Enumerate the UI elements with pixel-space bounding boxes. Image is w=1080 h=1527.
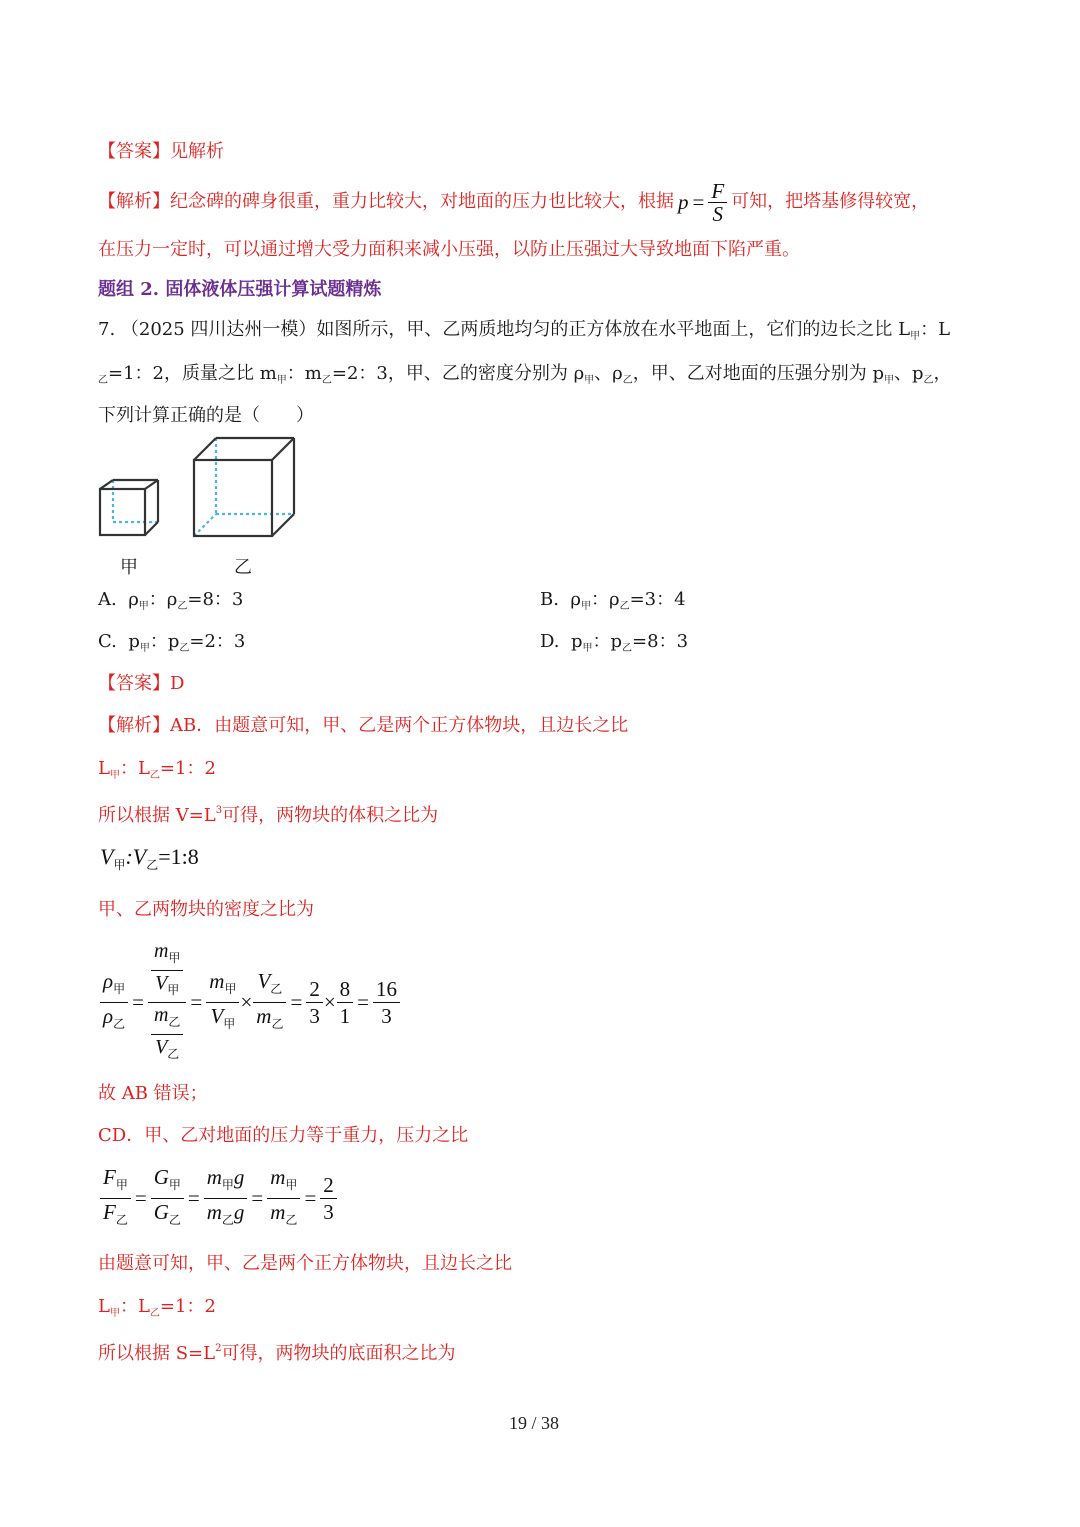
- ff-d: 3: [323, 1199, 334, 1224]
- df-n3: 16: [373, 976, 400, 1003]
- df-rho-frac: [100, 968, 128, 1037]
- answer-label: 【答案】: [98, 673, 170, 694]
- ff-s8: 乙: [285, 1212, 298, 1227]
- q2-sub4: 乙: [622, 375, 633, 386]
- vol-b: 可得，两物块的体积之比为: [222, 805, 439, 826]
- cd-intro: CD．甲、乙对地面的压力等于重力，压力之比: [98, 1125, 469, 1146]
- area-a: 所以根据 S=L: [98, 1343, 216, 1364]
- q2-sub0: 乙: [98, 375, 108, 386]
- option-sym: ρ: [128, 589, 139, 610]
- df-s1: 甲: [113, 981, 126, 996]
- option-d[interactable]: [540, 630, 688, 661]
- answer-label: 【答案】: [98, 141, 170, 162]
- q1-end: ：L: [920, 319, 951, 340]
- df-n1: 2: [306, 976, 323, 1003]
- option-sub: 甲: [582, 643, 593, 654]
- option-sym2: ：ρ: [148, 589, 178, 610]
- question-line-1: [98, 318, 950, 349]
- vf-value: =1:8: [158, 844, 199, 869]
- analysis-label: 【解析】: [98, 191, 170, 212]
- df-Vm-frac: [253, 968, 286, 1037]
- ff-s3: 甲: [168, 1177, 181, 1192]
- q2-sub5: 甲: [884, 375, 894, 386]
- area-b: 可得，两物块的底面积之比为: [221, 1343, 456, 1364]
- q2-c: =2：3，甲、乙的密度分别为 ρ: [331, 363, 585, 384]
- option-a[interactable]: [98, 588, 243, 619]
- option-letter: D.: [540, 631, 560, 652]
- option-sym2: ：p: [592, 631, 623, 652]
- density-ratio-formula: $\frac{\rho_甲}{\rho_乙}$ = $\frac{\frac{m_甲}{V_甲}}{\frac{m_乙}{V_乙}}$ = $\frac{m_甲}{V_甲}$ × $\frac{V_乙}{m_乙}$ = $\frac{2}{3}$ × $\frac{8}{1}$ = $\frac{16}{3}$: [100, 944, 400, 1060]
- ff-s7: 甲: [285, 1177, 298, 1192]
- df-d3: 3: [381, 1003, 392, 1028]
- ab-conclusion: 故 AB 错误；: [98, 1083, 208, 1104]
- q2-a: =1：2，质量之比 m: [108, 363, 277, 384]
- vol-sup: 3: [215, 805, 223, 816]
- analysis-label: 【解析】: [98, 715, 170, 736]
- df-mV-frac: [206, 968, 239, 1037]
- ff-mg: [204, 1164, 248, 1233]
- df-V2: V: [155, 1035, 168, 1058]
- option-sub: 甲: [581, 601, 591, 612]
- ratio2-a: L: [98, 1296, 110, 1317]
- density-intro: 甲、乙两物块的密度之比为: [98, 899, 314, 920]
- option-value: =2：3: [189, 631, 246, 652]
- option-sym: p: [570, 631, 583, 652]
- option-value: =8：3: [632, 631, 689, 652]
- option-sym: ρ: [570, 589, 581, 610]
- ratio-sub1: 甲: [109, 770, 120, 781]
- q2-f: 、p: [894, 363, 924, 384]
- df-s8: 甲: [223, 1016, 236, 1031]
- vf-sub2: 乙: [146, 858, 159, 872]
- q2-sub3: 甲: [584, 375, 595, 386]
- option-letter: B.: [540, 589, 559, 610]
- ff-G: [151, 1164, 184, 1233]
- q1-text: 7. （2025 四川达州一模）如图所示，甲、乙两质地均匀的正方体放在水平地面上，它们的边长之比 L: [98, 319, 911, 340]
- df-s5: 乙: [168, 1014, 181, 1029]
- df-s6: 乙: [167, 1046, 180, 1061]
- df-s7: 甲: [224, 981, 237, 996]
- figure-label-jia: 甲: [120, 557, 138, 578]
- cube-yi: [194, 438, 294, 536]
- q2-sub2: 乙: [321, 375, 332, 386]
- ff-m2: m: [206, 1199, 222, 1224]
- ff-g1: g: [233, 1164, 245, 1189]
- ratio-L-line-2: [98, 1295, 216, 1326]
- pressure-formula: [678, 180, 727, 225]
- option-value: =8：3: [187, 589, 244, 610]
- option-sub2: 乙: [179, 643, 190, 654]
- ratio2-sub1: 甲: [109, 1308, 120, 1319]
- vf-V2: :V: [125, 844, 147, 869]
- df-s10: 乙: [271, 1016, 284, 1031]
- df-rho1: ρ: [103, 968, 114, 993]
- ratio2-b: ：L: [119, 1296, 150, 1317]
- ratio-L-line: [98, 757, 216, 788]
- ab-intro: AB．由题意可知，甲、乙是两个正方体物块，且边长之比: [170, 715, 629, 736]
- formula-p: p: [678, 190, 689, 214]
- df-n2: 8: [337, 976, 354, 1003]
- option-sub2: 乙: [619, 601, 630, 612]
- ff-s4: 乙: [168, 1212, 181, 1227]
- df-d2: 1: [339, 1003, 351, 1028]
- ff-m1: m: [206, 1164, 222, 1189]
- ratio2-c: =1：2: [159, 1296, 216, 1317]
- vf-sub1: 甲: [113, 858, 126, 872]
- option-sub2: 乙: [622, 643, 633, 654]
- df-m2: m: [153, 1003, 169, 1026]
- cd-line-2: 由题意可知，甲、乙是两个正方体物块，且边长之比: [98, 1253, 512, 1274]
- answer-text: D: [170, 673, 185, 694]
- df-times2: ×: [323, 989, 336, 1014]
- ff-n: 2: [320, 1172, 337, 1199]
- area-sup: 2: [215, 1343, 222, 1354]
- area-line: [98, 1337, 455, 1366]
- ff-s1: 甲: [115, 1177, 128, 1192]
- answer-line-2: [98, 672, 184, 696]
- df-m1: m: [153, 939, 169, 962]
- formula-fraction: [708, 180, 727, 225]
- ff-F: [100, 1164, 131, 1233]
- df-16-3: [373, 976, 400, 1029]
- option-sym2: ：p: [149, 631, 180, 652]
- q2-g: ，: [933, 363, 952, 384]
- df-times1: ×: [240, 989, 253, 1014]
- option-sub: 甲: [138, 601, 149, 612]
- option-value: =3：4: [629, 589, 686, 610]
- ratio-c: =1：2: [159, 758, 216, 779]
- formula-den: S: [712, 201, 723, 226]
- q2-sub1: 甲: [276, 375, 287, 386]
- option-b[interactable]: [540, 588, 686, 619]
- q2-b: ：m: [286, 363, 322, 384]
- ff-m: [267, 1164, 300, 1233]
- ff-G1: G: [153, 1164, 169, 1189]
- q1-sub: 甲: [910, 331, 921, 342]
- analysis2-line-1: [98, 714, 628, 738]
- df-m3: m: [209, 968, 225, 993]
- q2-d: 、ρ: [594, 363, 623, 384]
- option-sym2: ：ρ: [591, 589, 620, 610]
- df-s4: 甲: [167, 982, 180, 997]
- ratio-a: L: [98, 758, 110, 779]
- volume-line: [98, 799, 438, 828]
- volume-ratio-formula: [100, 844, 199, 873]
- question-line-2: [98, 362, 952, 393]
- ff-F2: F: [103, 1199, 116, 1224]
- ff-2-3: [320, 1172, 337, 1225]
- ff-g2: g: [233, 1199, 245, 1224]
- df-V4: V: [257, 968, 271, 993]
- df-2-3: [306, 976, 323, 1029]
- cubes-figure: [95, 432, 305, 547]
- ff-s5: 甲: [221, 1177, 234, 1192]
- df-d1: 3: [309, 1003, 320, 1028]
- df-s3: 甲: [168, 950, 181, 965]
- option-sub2: 乙: [177, 601, 188, 612]
- ff-m4: m: [270, 1199, 286, 1224]
- df-rho2: ρ: [103, 1003, 114, 1028]
- option-letter: A.: [98, 589, 117, 610]
- formula-num: F: [708, 180, 727, 203]
- analysis-line-2: 在压力一定时，可以通过增大受力面积来减小压强，以防止压强过大导致地面下陷严重。: [98, 239, 800, 260]
- analysis-line-1: [98, 178, 929, 226]
- option-c[interactable]: [98, 630, 245, 661]
- option-letter: C.: [98, 631, 117, 652]
- ff-s6: 乙: [221, 1212, 234, 1227]
- answer-line-1: [98, 140, 224, 164]
- formula-eq: =: [692, 190, 705, 214]
- option-sub: 甲: [139, 643, 150, 654]
- ratio-sub2: 乙: [149, 770, 160, 781]
- ff-G2: G: [153, 1199, 169, 1224]
- analysis-text-after: 可知，把塔基修得较宽，: [731, 191, 930, 212]
- ff-m3: m: [270, 1164, 286, 1189]
- question-line-3: 下列计算正确的是（ ）: [98, 405, 314, 426]
- cube-jia: [100, 480, 158, 535]
- df-complex-frac: [148, 939, 186, 1066]
- answer-text: 见解析: [170, 141, 224, 162]
- df-8-1: [337, 976, 354, 1029]
- ff-F1: F: [103, 1164, 116, 1189]
- df-V1: V: [155, 971, 168, 994]
- df-s2: 乙: [113, 1016, 126, 1031]
- force-ratio-formula: $\frac{F_甲}{F_乙}$ = $\frac{G_甲}{G_乙}$ = $\frac{m_甲g}{m_乙g}$ = $\frac{m_甲}{m_乙}$ = $\frac{2}{3}$: [100, 1166, 337, 1230]
- q2-sub6: 乙: [923, 375, 934, 386]
- df-s9: 乙: [270, 981, 283, 996]
- section-title: 题组 2. 固体液体压强计算试题精炼: [98, 279, 382, 300]
- ratio2-sub2: 乙: [149, 1308, 160, 1319]
- ff-s2: 乙: [115, 1212, 128, 1227]
- vf-V1: V: [100, 844, 114, 869]
- df-V3: V: [210, 1003, 224, 1028]
- q2-e: ，甲、乙对地面的压强分别为 p: [632, 363, 884, 384]
- page-number: 19 / 38: [509, 1413, 560, 1433]
- option-sym: p: [128, 631, 140, 652]
- ratio-b: ：L: [119, 758, 150, 779]
- df-m4: m: [256, 1003, 272, 1028]
- analysis-text-before: 纪念碑的碑身很重，重力比较大，对地面的压力也比较大，根据: [170, 191, 674, 212]
- figure-label-yi: 乙: [234, 557, 252, 578]
- vol-a: 所以根据 V=L: [98, 805, 216, 826]
